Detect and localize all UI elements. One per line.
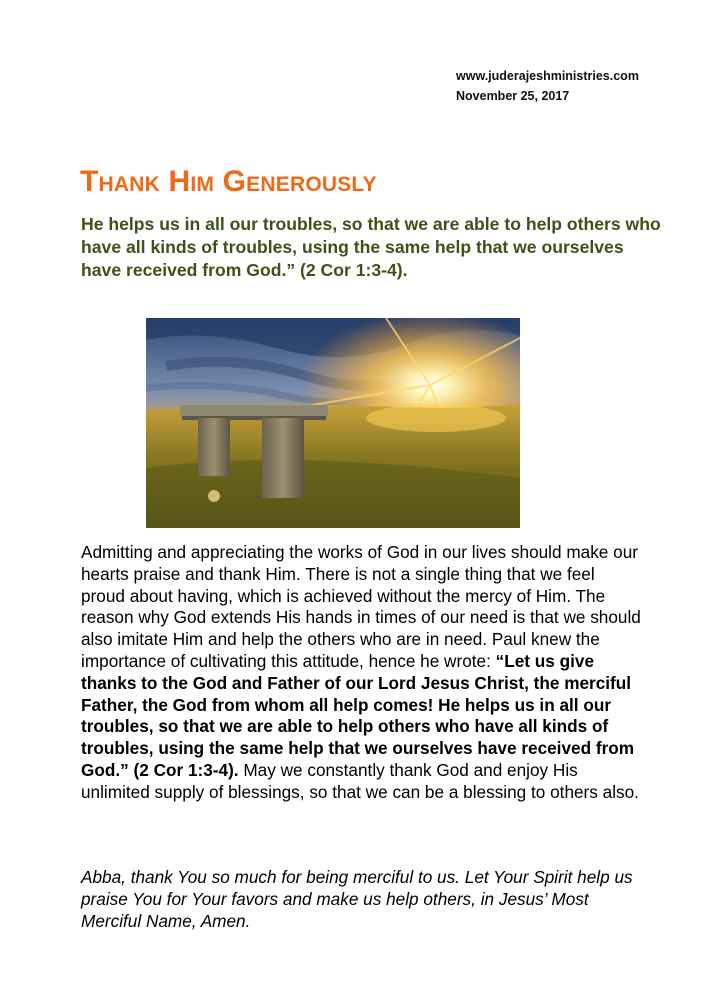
page-title: Thank Him Generously bbox=[80, 165, 377, 198]
body-paragraph bbox=[81, 542, 641, 804]
publish-date: November 25, 2017 bbox=[456, 89, 570, 103]
website-url[interactable]: www.juderajeshministries.com bbox=[456, 69, 639, 83]
scripture-quote: “Let us give thanks to the God and Father of our Lord Jesus Christ, the merciful Father, the God from whom all help comes! He helps us in all our troubles, so that we are able to help others who have all kinds of troubles, using the same help that we ourselves have received from God.” (2 Cor 1:3-4). bbox=[81, 650, 635, 780]
key-verse: He helps us in all our troubles, so that we are able to help others who have all kinds of troubles, using the same help that we ourselves have received from God.” (2 Cor 1:3-4). bbox=[81, 214, 661, 280]
sunset-bench-image bbox=[146, 318, 520, 528]
body-closing: May we constantly thank God and enjoy His unlimited supply of blessings, so that we can be a blessing to others also. bbox=[81, 759, 639, 802]
sunset-bench-illustration bbox=[146, 318, 520, 528]
header-meta bbox=[456, 66, 639, 106]
prayer-paragraph: Abba, thank You so much for being merciful to us. Let Your Spirit help us praise You for Your favors and make us help others, in Jesus’ Most Merciful Name, Amen. bbox=[81, 867, 633, 931]
body-intro: Admitting and appreciating the works of God in our lives should make our hearts praise and thank Him. There is not a single thing that we feel proud about having, which is achieved without the mercy of Him. The reason why God extends His hands in times of our need is that we should also imitate Him and help the others who are in need. Paul knew the importance of cultivating this attitude, hence he wrote: bbox=[81, 542, 641, 671]
